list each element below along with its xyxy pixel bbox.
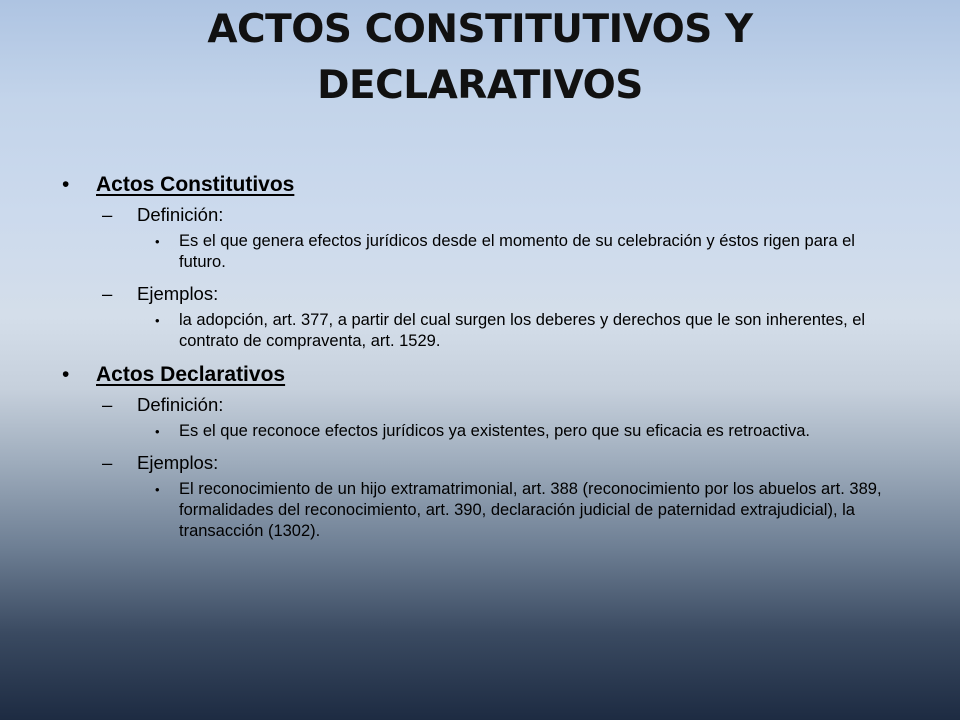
section-actos-declarativos bbox=[60, 360, 920, 542]
title-line-2: DECLARATIVOS bbox=[317, 63, 643, 108]
definition-label: Definición: bbox=[137, 204, 224, 225]
slide-title bbox=[80, 2, 880, 114]
sub-bullet-icon: • bbox=[155, 234, 160, 249]
dash-icon: – bbox=[102, 394, 113, 415]
sub-bullet-icon: • bbox=[155, 482, 160, 497]
examples-text-item bbox=[60, 310, 920, 352]
dash-icon: – bbox=[102, 452, 113, 473]
bullet-icon: • bbox=[62, 363, 70, 386]
examples-label: Ejemplos: bbox=[137, 283, 219, 304]
examples-text: la adopción, art. 377, a partir del cual surgen los deberes y derechos que le son inherentes, el contrato de compraventa, art. 1529. bbox=[179, 311, 866, 350]
definition-text: Es el que genera efectos jurídicos desde el momento de su celebración y éstos rigen para el futuro. bbox=[179, 232, 855, 271]
section-heading: Actos Declarativos bbox=[96, 363, 286, 386]
examples-text: El reconocimiento de un hijo extramatrimonial, art. 388 (reconocimiento por los abuelos art. 389, formalidades del reconocimiento, art. 390, declaración judicial de paternidad extrajudicial), la transacción (1302). bbox=[179, 480, 882, 540]
examples-item bbox=[60, 281, 920, 307]
examples-item bbox=[60, 450, 920, 476]
examples-label: Ejemplos: bbox=[137, 452, 219, 473]
dash-icon: – bbox=[102, 204, 113, 225]
definition-text-item bbox=[60, 421, 920, 442]
sub-bullet-icon: • bbox=[155, 313, 160, 328]
slide-body bbox=[60, 170, 920, 550]
bullet-icon: • bbox=[62, 173, 70, 196]
section-heading: Actos Constitutivos bbox=[96, 173, 295, 196]
definition-text-item bbox=[60, 231, 920, 273]
examples-text-item bbox=[60, 479, 920, 542]
section-actos-constitutivos bbox=[60, 170, 920, 352]
section-heading-item bbox=[60, 360, 920, 390]
definition-item bbox=[60, 202, 920, 228]
definition-text: Es el que reconoce efectos jurídicos ya existentes, pero que su eficacia es retroactiva. bbox=[179, 422, 811, 440]
definition-label: Definición: bbox=[137, 394, 224, 415]
section-heading-item bbox=[60, 170, 920, 200]
title-line-1: ACTOS CONSTITUTIVOS Y bbox=[207, 7, 753, 52]
dash-icon: – bbox=[102, 283, 113, 304]
definition-item bbox=[60, 392, 920, 418]
sub-bullet-icon: • bbox=[155, 424, 160, 439]
